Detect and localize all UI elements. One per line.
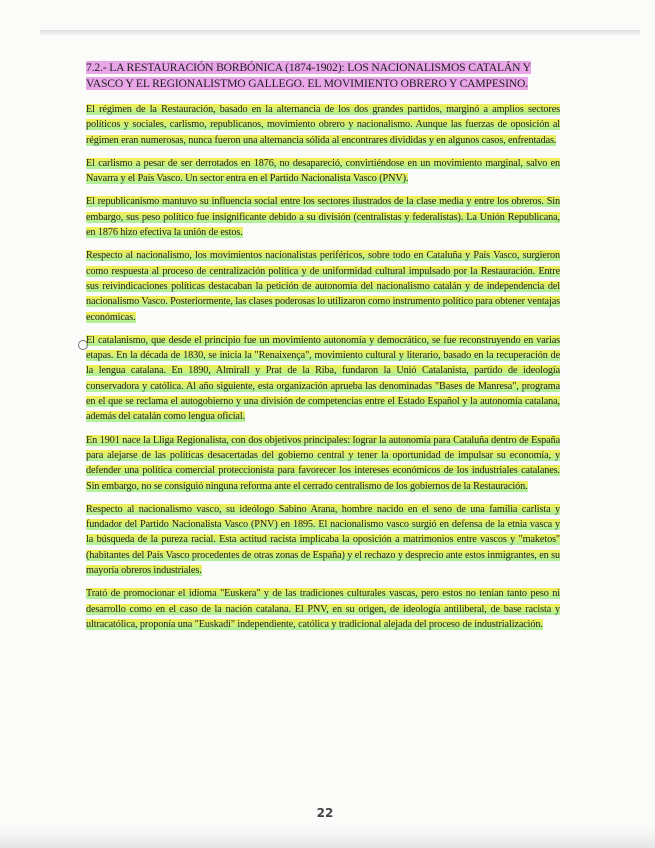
scan-bottom-edge bbox=[0, 826, 655, 848]
scan-top-edge bbox=[40, 30, 640, 36]
margin-circle-mark bbox=[78, 340, 88, 350]
paragraph-text: El carlismo a pesar de ser derrotados en 1876, no desapareció, convirtiéndose en un movimiento marginal, salvo en Navarra y el País Vasco. Un sector entra en el Partido Nacionalista Vasco (PNV). bbox=[86, 157, 560, 185]
paragraph-text: Respecto al nacionalismo vasco, su ideólogo Sabino Arana, hombre nacido en el seno de una familia carlista y fundador del Partido Nacionalista Vasco (PNV) en 1895. El nacionalismo vasco surgió en defensa de la etnia vasca y la búsqueda de la pureza racial. Esta actitud racista implicaba la oposición a matrimonios entre vascos y "maketos" (habitantes del País Vasco procedentes de otras zonas de España) y el rechazo y desprecio ante estos inmigrantes, en su mayoría obreros industriales. bbox=[86, 503, 560, 577]
document-body bbox=[86, 60, 560, 640]
paragraph-nacionalismo bbox=[86, 248, 560, 324]
page-number: 22 bbox=[316, 806, 334, 820]
paragraph-nacionalismo-vasco bbox=[86, 502, 560, 578]
paragraph-euskera bbox=[86, 586, 560, 632]
paragraph-text: Trató de promocionar el idioma "Euskera" y de las tradiciones culturales vascas, pero estos no tenían tanto peso ni desarrollo como en el caso de la nación catalana. El PNV, en su origen, de ideología antiliberal, de base racista y ultracatólica, proponía una "Euskadi" independiente, católica y tradicional alejada del proceso de industrialización. bbox=[86, 588, 560, 630]
heading-text: 7.2.- LA RESTAURACIÓN BORBÓNICA (1874-1902): LOS NACIONALISMOS CATALÁN Y VASCO Y EL REGIONALISTMO GALLEGO. EL MOVIMIENTO OBRERO Y CAMPESINO. bbox=[86, 61, 531, 90]
paragraph-text: El catalanismo, que desde el principio fue un movimiento autonomía y democrático, se fue reconstruyendo en varias etapas. En la década de 1830, se inicia la "Renaixença", movimiento cultural y literario, basado en la recuperación de la lengua catalana. En 1890, Almirall y Prat de la Riba, fundaron la Unió Catalanista, partido de ideología conservadora y católica. Al año siguiente, esta organización aprueba las denominadas "Bases de Manresa", programa en el que se reclama el autogobierno y una división de competencias entre el Estado Español y la autonomía catalana, además del catalán como lengua oficial. bbox=[86, 334, 560, 423]
paragraph-catalanismo bbox=[86, 333, 560, 425]
paragraph-text: El régimen de la Restauración, basado en la alternancia de los dos grandes partidos, marginó a amplios sectores políticos y sociales, carlismo, republicanos, movimiento obrero y nacionalismo. Aunque las fuerzas de oposición al régimen eran numerosas, nunca fueron una alternancia sólida al encontrares divididas y en algunos casos, enfrentadas. bbox=[86, 104, 560, 146]
paragraph-text: El republicanismo mantuvo su influencia social entre los sectores ilustrados de la clase media y entre los obreros. Sin embargo, sus peso político fue insignificante debido a su división (centralistas y federalistas). La Unión Republicana, en 1876 hizo efectiva la unión de estos. bbox=[86, 196, 560, 239]
paragraph-text: Respecto al nacionalismo, los movimientos nacionalistas periféricos, sobre todo en Cataluña y País Vasco, surgieron como respuesta al proceso de centralización política y de uniformidad cultural impulsado por la Restauración. Entre sus reivindicaciones políticas destacaban la petición de autonomía del nacionalismo catalán y de independencia del nacionalismo Vasco. Posteriormente, las clases poderosas lo utilizaron como instrumento político para obtener ventajas económicas. bbox=[86, 250, 560, 323]
paragraph-lliga-regionalista bbox=[86, 433, 560, 494]
paragraph-restauracion bbox=[86, 102, 560, 148]
paragraph-republicanismo bbox=[86, 194, 560, 240]
section-heading bbox=[86, 60, 560, 92]
paragraph-text: En 1901 nace la Lliga Regionalista, con dos objetivos principales: lograr la autonomía para Cataluña dentro de España para alejarse de las políticas desacertadas del gobierno central y tener la oportunidad de impulsar su economía, y defender una política comercial proteccionista para favorecer los intereses económicos de los industriales catalanes. Sin embargo, no se consiguió ninguna reforma ante el cerrado centralismo de los gobiernos de la Restauración. bbox=[86, 434, 560, 492]
paragraph-carlismo bbox=[86, 156, 560, 187]
